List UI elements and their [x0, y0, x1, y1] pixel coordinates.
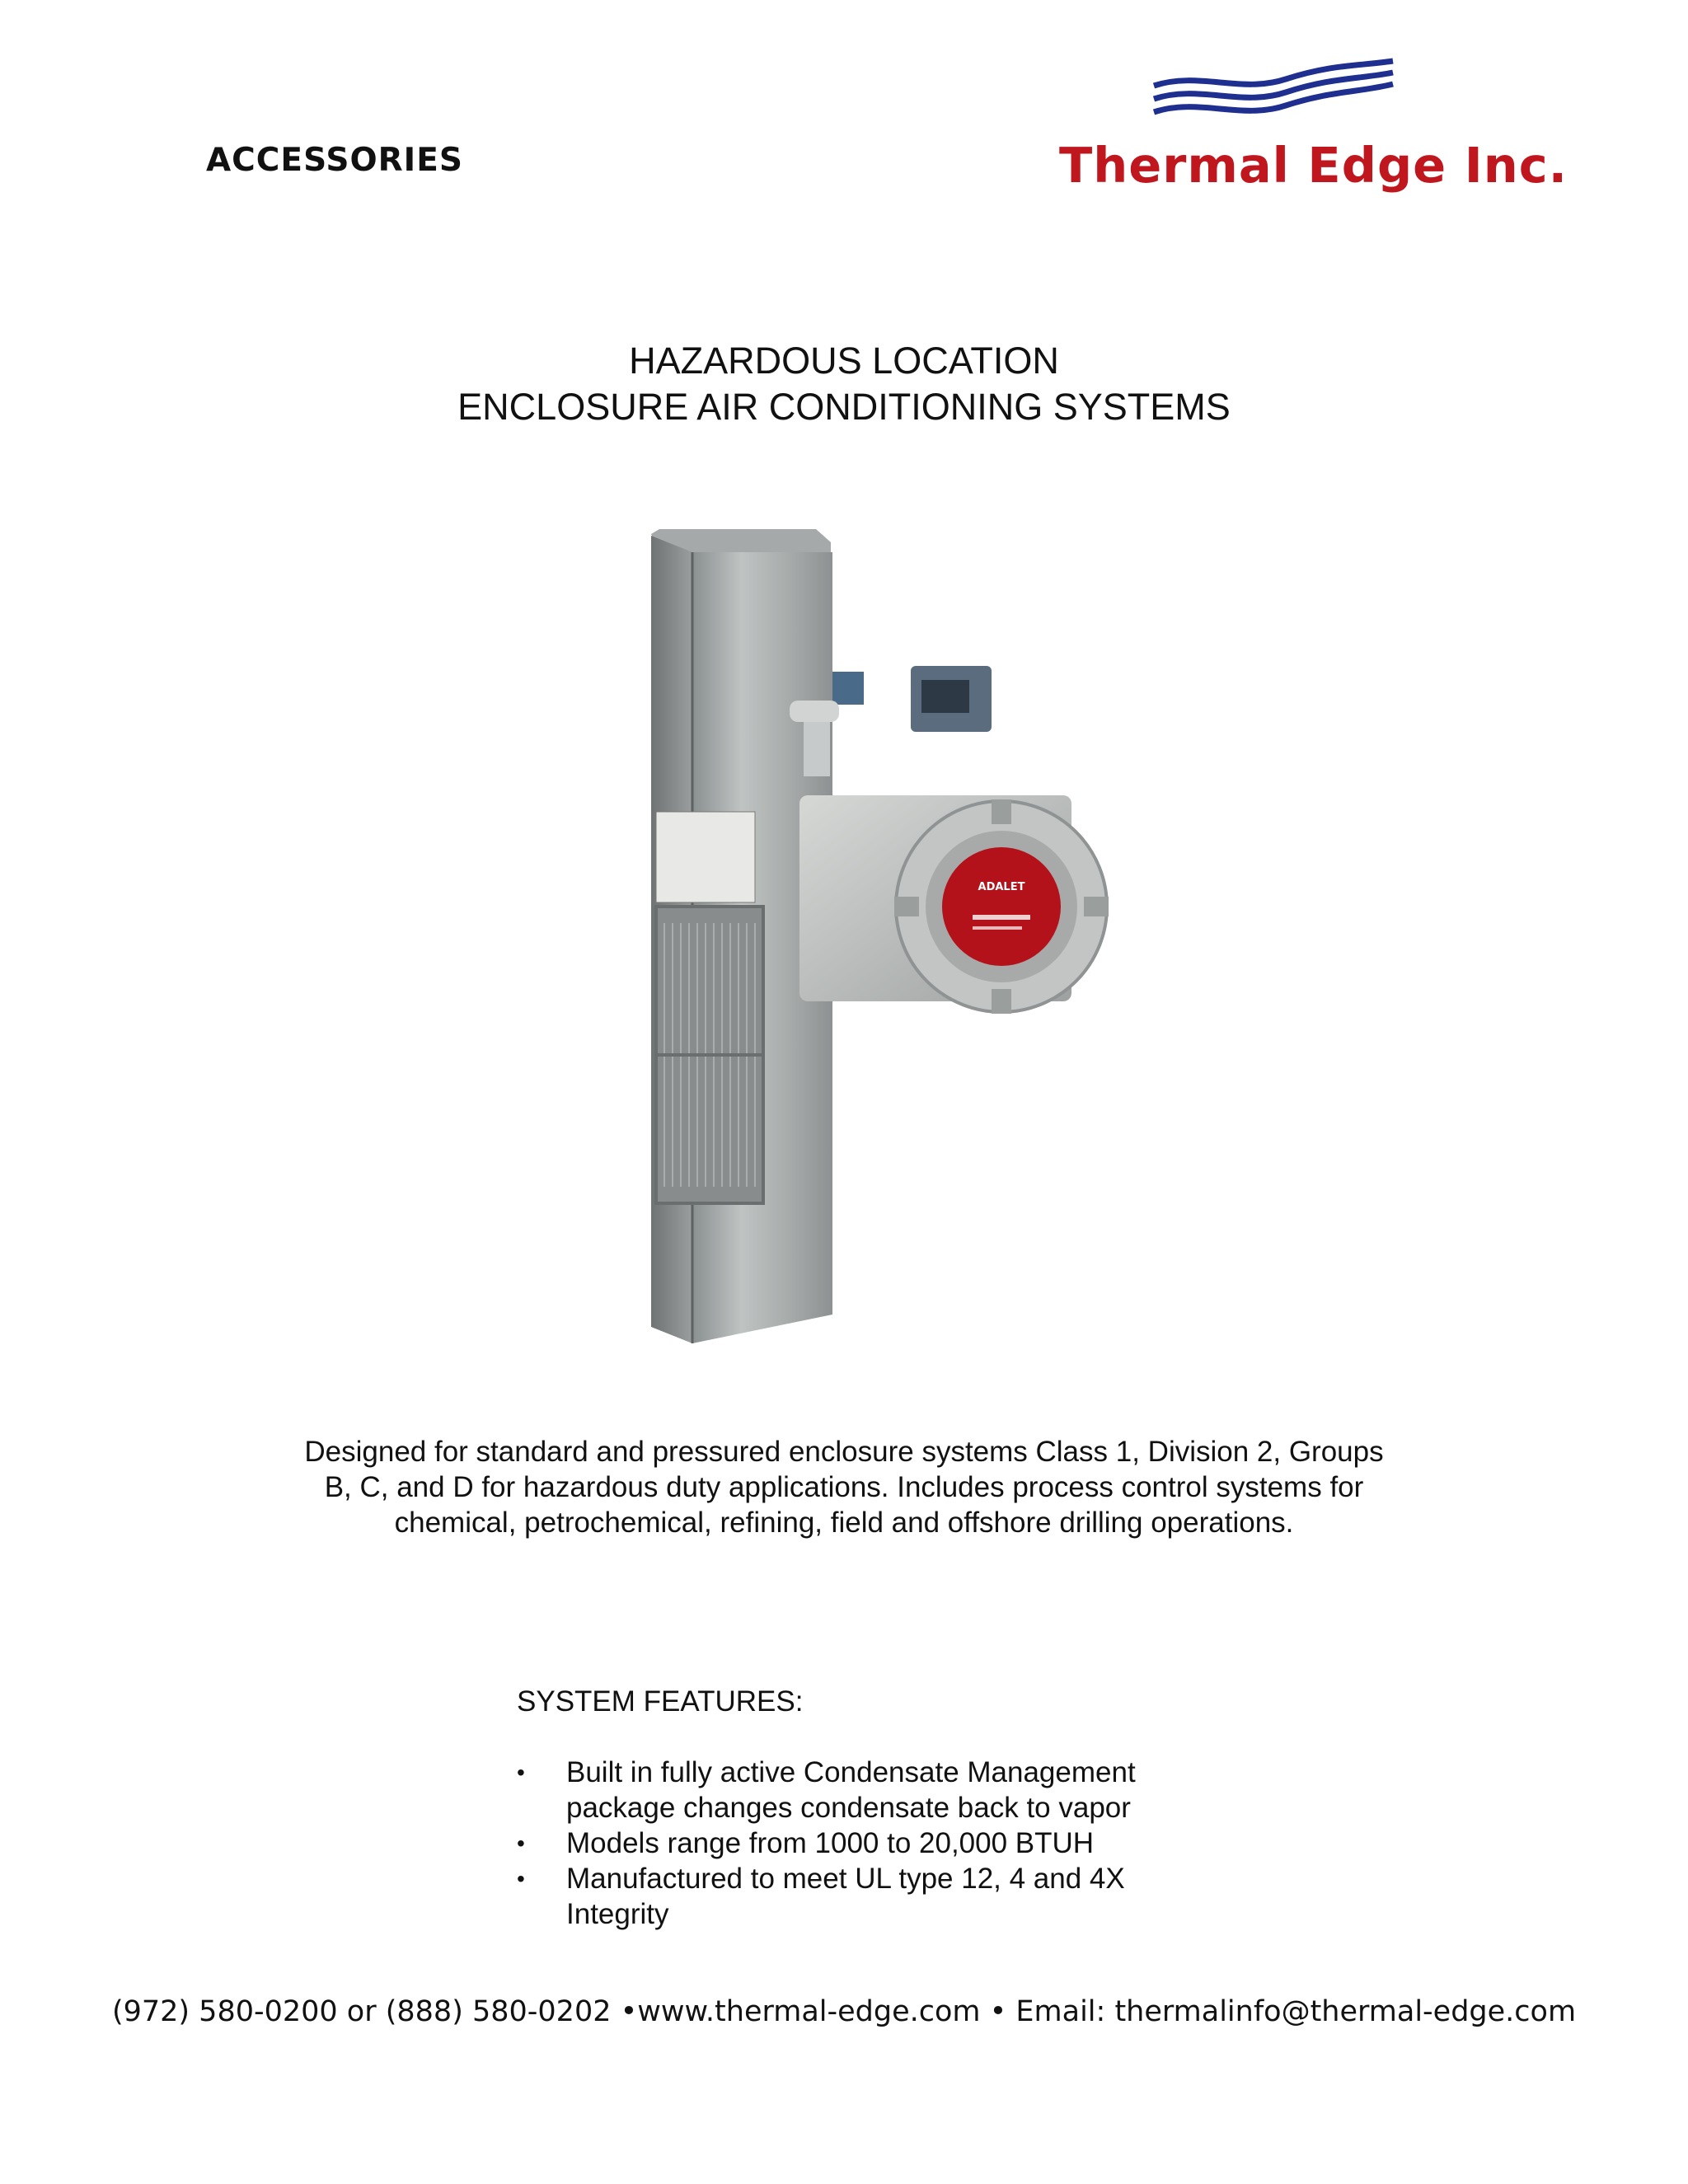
list-item: [517, 1825, 1259, 1861]
bullet-icon: •: [517, 1830, 525, 1856]
title-line-2: ENCLOSURE AIR CONDITIONING SYSTEMS: [457, 386, 1231, 428]
page-title: [0, 338, 1688, 430]
contact-footer: (972) 580-0200 or (888) 580-0202 •www.thermal-edge.com • Email: thermalinfo@thermal-edge.com: [111, 1995, 1577, 2028]
feature-text: Manufactured to meet UL type 12, 4 and 4X: [566, 1863, 1125, 1895]
feature-text: Integrity: [566, 1898, 669, 1930]
list-item: [517, 1861, 1259, 1932]
wave-logo-icon: [1150, 58, 1397, 124]
description-line-1: Designed for standard and pressured enclosure systems Class 1, Division 2, Groups: [304, 1436, 1384, 1468]
product-description: [231, 1434, 1457, 1540]
adalet-badge-text: ADALET: [978, 881, 1025, 893]
feature-text: Built in fully active Condensate Management: [566, 1756, 1136, 1788]
description-line-3: chemical, petrochemical, refining, field and offshore drilling operations.: [394, 1507, 1294, 1539]
description-line-2: B, C, and D for hazardous duty applications. Includes process control systems for: [324, 1471, 1364, 1503]
section-label: ACCESSORIES: [206, 142, 463, 179]
list-item: [517, 1755, 1259, 1825]
bullet-icon: •: [517, 1866, 525, 1891]
bullet-icon: •: [517, 1760, 525, 1785]
title-line-1: HAZARDOUS LOCATION: [629, 340, 1059, 382]
company-logo: [1047, 58, 1568, 202]
feature-text: package changes condensate back to vapor: [566, 1792, 1131, 1824]
features-list: [517, 1755, 1259, 1932]
product-photo: [626, 527, 1121, 1352]
system-features: [517, 1684, 1259, 1932]
company-name: Thermal Edge Inc.: [1059, 137, 1568, 194]
feature-text: Models range from 1000 to 20,000 BTUH: [566, 1827, 1095, 1859]
features-heading: SYSTEM FEATURES:: [517, 1685, 804, 1718]
